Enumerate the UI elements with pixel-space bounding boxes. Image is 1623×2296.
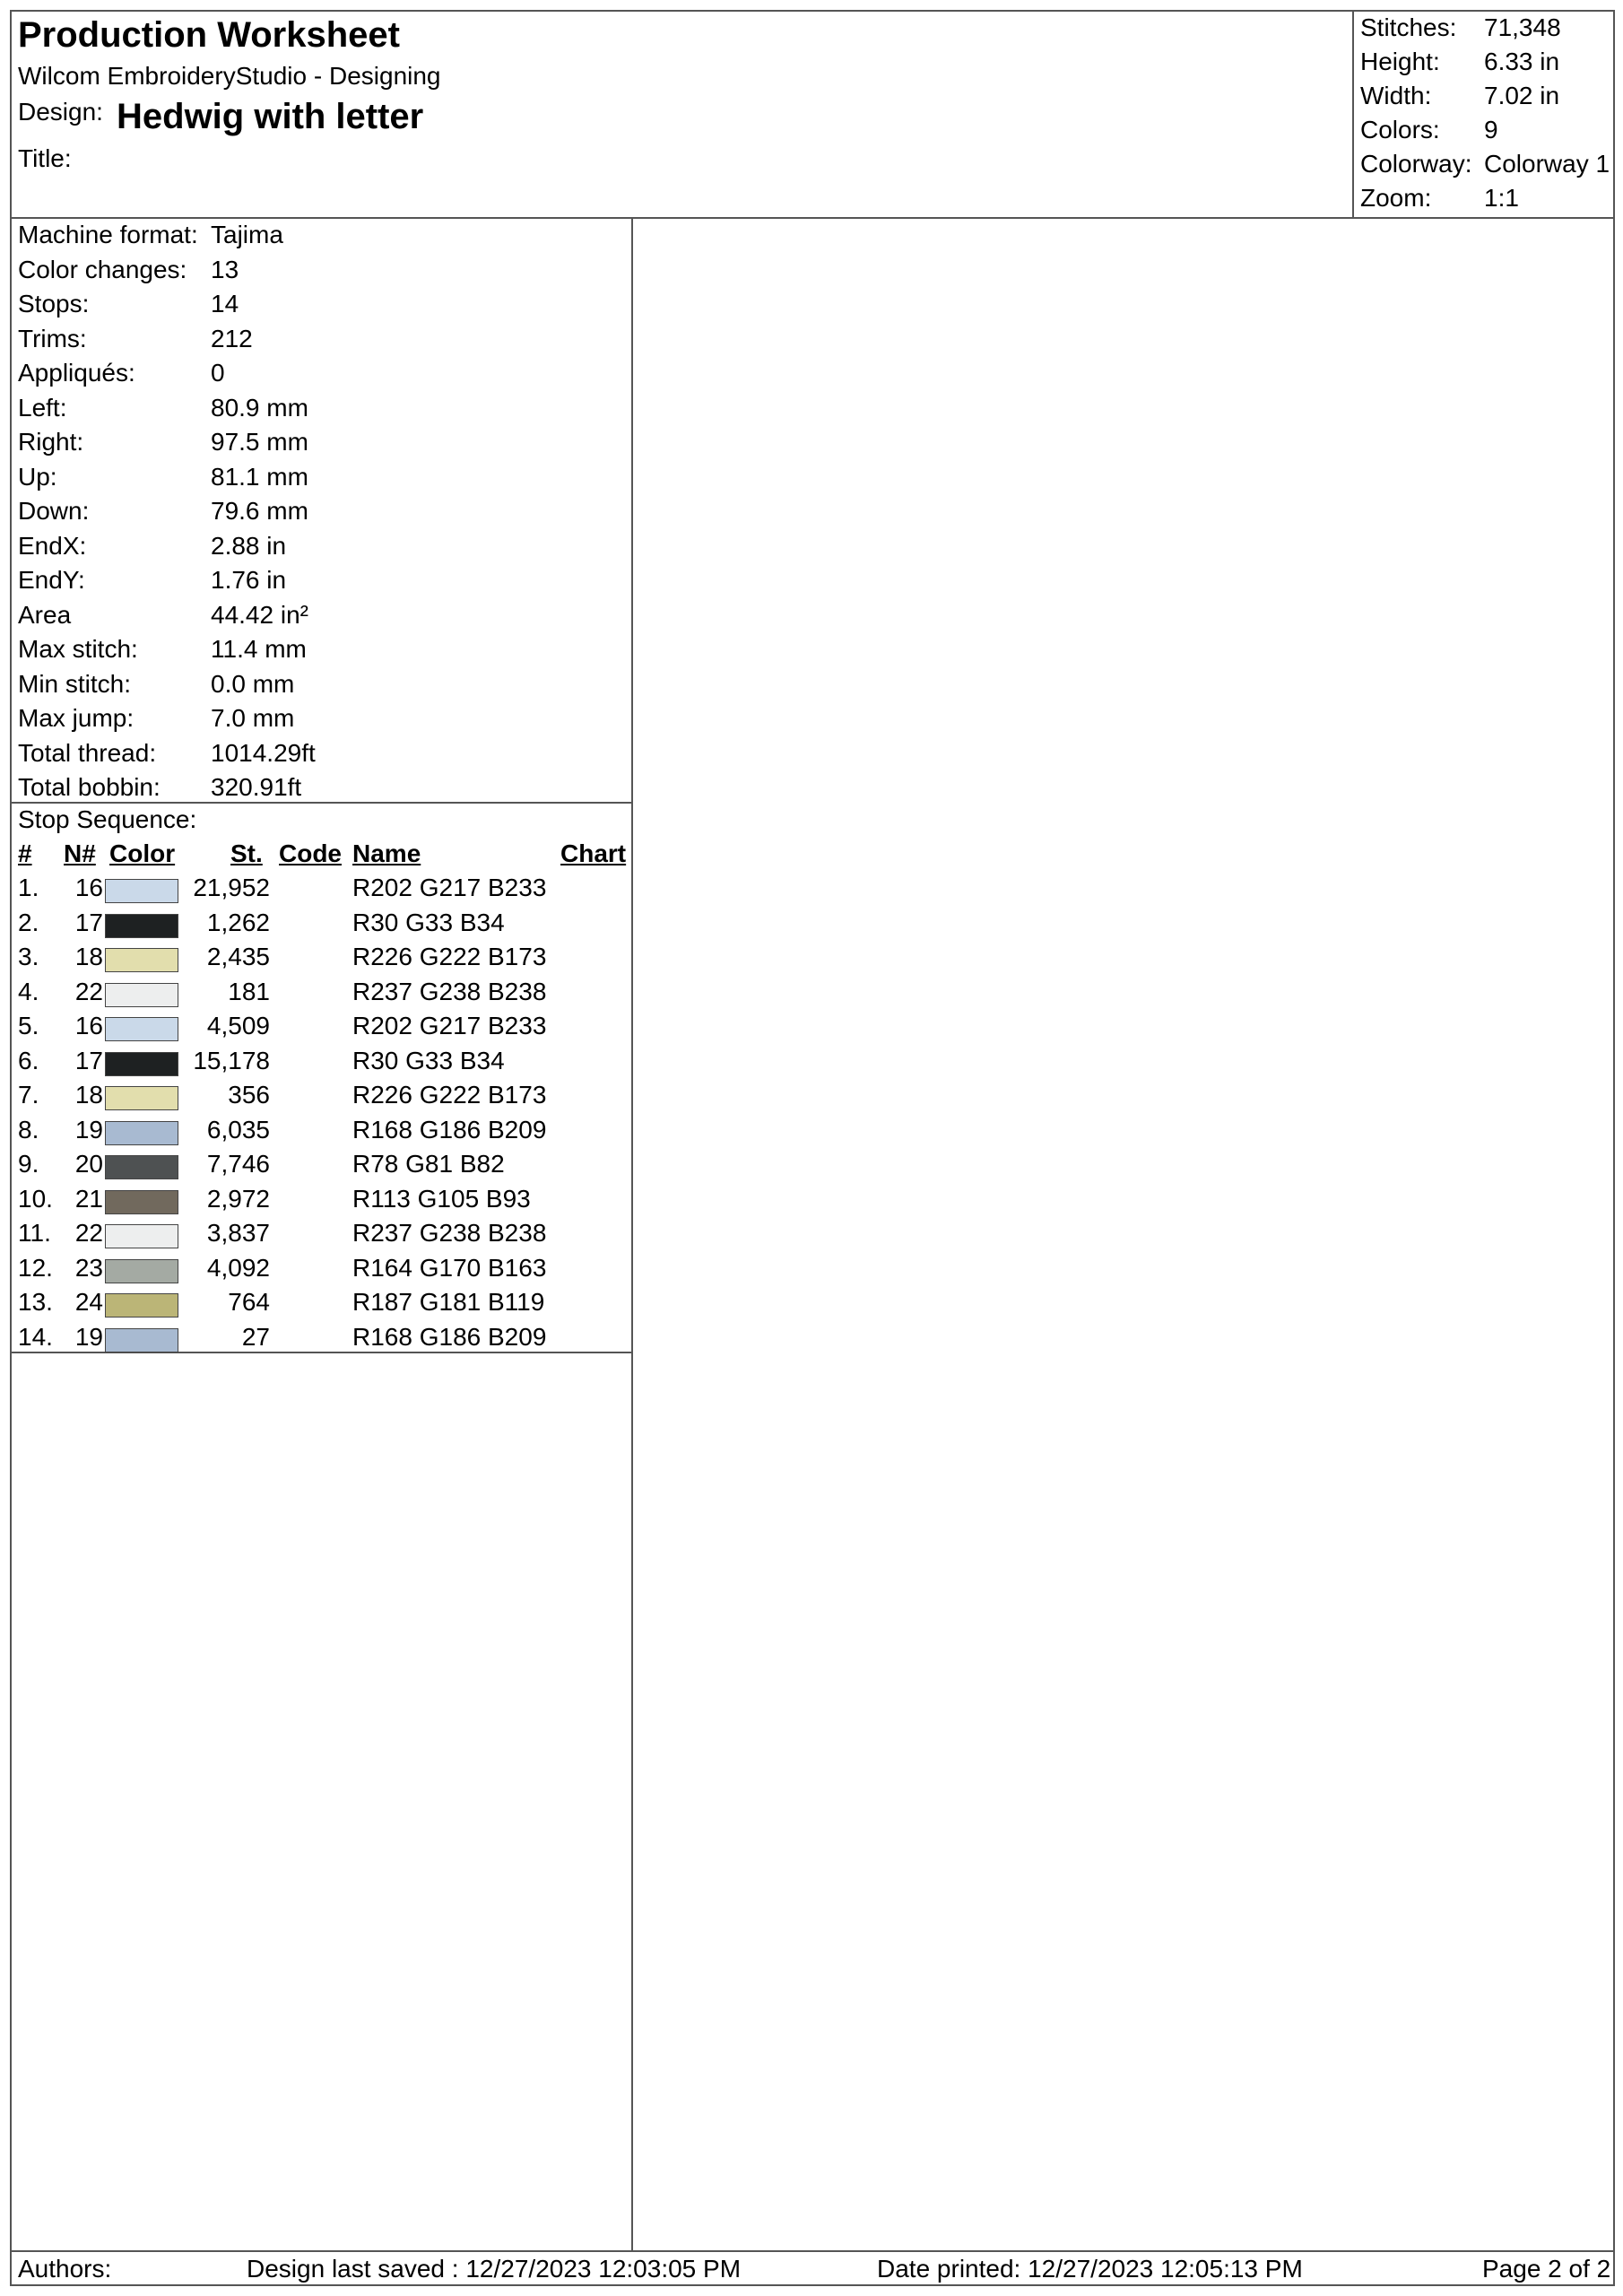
property-value: 0.0 mm — [211, 669, 295, 698]
color-name: R237 G238 B238 — [352, 1219, 547, 1247]
table-row — [12, 1081, 631, 1116]
summary-value: 7.02 in — [1484, 82, 1560, 109]
stitch-count: 7,746 — [206, 1150, 270, 1178]
stop-number: 5. — [18, 1012, 39, 1039]
property-value: 44.42 in² — [211, 600, 308, 629]
stitch-count: 2,435 — [206, 943, 270, 970]
needle-number: 22 — [74, 977, 103, 1005]
summary-label: Stitches: — [1360, 13, 1457, 41]
table-row — [12, 1047, 631, 1082]
color-name: R187 G181 B119 — [352, 1288, 545, 1316]
stitch-count: 356 — [228, 1081, 270, 1109]
color-swatch — [105, 1121, 178, 1145]
production-worksheet — [10, 10, 1615, 2286]
header-name: Name — [352, 839, 421, 867]
stop-number: 9. — [18, 1150, 39, 1178]
color-name: R78 G81 B82 — [352, 1150, 505, 1178]
property-label: Total thread: — [18, 738, 157, 767]
property-value: 81.1 mm — [211, 462, 308, 491]
property-value: Tajima — [211, 221, 283, 248]
header-stitches: St. — [230, 839, 263, 867]
property-value: 1.76 in — [211, 566, 287, 594]
color-name: R226 G222 B173 — [352, 1081, 547, 1109]
color-swatch — [105, 879, 178, 903]
needle-number: 18 — [74, 1081, 103, 1109]
date-printed: Date printed: 12/27/2023 12:05:13 PM — [877, 2255, 1303, 2283]
property-label: EndX: — [18, 531, 87, 560]
property-label: Left: — [18, 393, 67, 422]
summary-value: Colorway 1 — [1484, 150, 1610, 178]
stop-number: 13. — [18, 1288, 53, 1316]
property-label: Appliqués: — [18, 359, 135, 387]
summary-label: Colorway: — [1360, 150, 1472, 178]
property-value: 2.88 in — [211, 531, 287, 560]
property-value: 212 — [211, 324, 253, 352]
needle-number: 23 — [74, 1253, 103, 1282]
property-value: 97.5 mm — [211, 428, 308, 456]
color-swatch — [105, 1293, 178, 1318]
summary-label: Zoom: — [1360, 184, 1432, 212]
property-label: Total bobbin: — [18, 773, 161, 801]
color-name: R202 G217 B233 — [352, 874, 547, 901]
stop-sequence-table — [12, 804, 631, 1353]
header-number: # — [18, 839, 32, 867]
stitch-count: 4,509 — [206, 1012, 270, 1039]
stitch-count: 15,178 — [193, 1046, 270, 1074]
color-name: R113 G105 B93 — [352, 1184, 531, 1213]
summary-value: 9 — [1484, 116, 1498, 144]
needle-number: 21 — [74, 1184, 103, 1213]
stop-sequence-title: Stop Sequence: — [18, 805, 197, 833]
table-row — [12, 1116, 631, 1151]
property-label: Max jump: — [18, 704, 135, 732]
property-value: 1014.29ft — [211, 738, 316, 767]
needle-number: 16 — [74, 1012, 103, 1039]
property-value: 13 — [211, 255, 239, 283]
color-swatch — [105, 1224, 178, 1248]
needle-number: 22 — [74, 1219, 103, 1247]
table-row — [12, 1219, 631, 1254]
needle-number: 20 — [74, 1150, 103, 1178]
needle-number: 17 — [74, 908, 103, 936]
color-name: R164 G170 B163 — [352, 1253, 547, 1282]
worksheet-footer — [12, 2250, 1613, 2284]
color-swatch — [105, 1328, 178, 1352]
details-column — [12, 219, 633, 2250]
worksheet-header — [12, 12, 1613, 219]
header-chart: Chart — [560, 839, 627, 867]
stitch-count: 764 — [228, 1288, 270, 1316]
color-swatch — [105, 914, 178, 938]
stop-number: 14. — [18, 1322, 53, 1351]
needle-number: 24 — [74, 1288, 103, 1316]
stitch-count: 27 — [241, 1322, 270, 1351]
table-row — [12, 1254, 631, 1289]
property-label: Right: — [18, 428, 84, 456]
stop-number: 7. — [18, 1081, 39, 1109]
summary-value: 1:1 — [1484, 184, 1519, 212]
needle-number: 19 — [74, 1115, 103, 1144]
header-info — [18, 12, 1345, 217]
design-label: Design: — [18, 98, 103, 126]
color-name: R168 G186 B209 — [352, 1322, 547, 1351]
page-title: Production Worksheet — [18, 15, 400, 55]
summary-box — [1352, 12, 1613, 217]
table-row — [12, 978, 631, 1013]
table-row — [12, 1012, 631, 1047]
property-value: 11.4 mm — [211, 635, 307, 663]
title-label: Title: — [18, 144, 72, 172]
software-name: Wilcom EmbroideryStudio - Designing — [18, 62, 441, 90]
stitch-count: 2,972 — [206, 1184, 270, 1213]
summary-label: Width: — [1360, 82, 1432, 109]
property-label: Color changes: — [18, 255, 187, 283]
stop-number: 6. — [18, 1046, 39, 1074]
color-name: R237 G238 B238 — [352, 977, 547, 1005]
header-needle: N# — [64, 839, 96, 867]
property-value: 14 — [211, 290, 239, 317]
table-row — [12, 1323, 631, 1358]
color-name: R202 G217 B233 — [352, 1012, 547, 1039]
property-label: Down: — [18, 497, 90, 525]
needle-number: 18 — [74, 943, 103, 970]
color-swatch — [105, 948, 178, 972]
stop-number: 11. — [18, 1219, 51, 1247]
property-value: 7.0 mm — [211, 704, 295, 732]
property-value: 79.6 mm — [211, 497, 308, 525]
page-number: Page 2 of 2 — [1482, 2255, 1611, 2283]
property-label: Min stitch: — [18, 669, 132, 698]
color-swatch — [105, 1155, 178, 1179]
color-swatch — [105, 1190, 178, 1214]
property-value: 80.9 mm — [211, 393, 308, 422]
design-properties — [12, 219, 631, 804]
table-row — [12, 1150, 631, 1185]
property-label: Machine format: — [18, 221, 198, 248]
color-swatch — [105, 1259, 178, 1283]
color-name: R30 G33 B34 — [352, 1046, 505, 1074]
color-swatch — [105, 1052, 178, 1076]
stitch-count: 181 — [228, 977, 270, 1005]
summary-label: Height: — [1360, 48, 1440, 75]
stop-number: 2. — [18, 908, 39, 936]
stitch-count: 21,952 — [193, 874, 270, 901]
table-row — [12, 1185, 631, 1220]
stitch-count: 1,262 — [206, 908, 270, 936]
authors-label: Authors: — [18, 2255, 112, 2283]
property-label: Stops: — [18, 290, 90, 317]
needle-number: 16 — [74, 874, 103, 901]
summary-value: 71,348 — [1484, 13, 1561, 41]
table-row — [12, 874, 631, 909]
color-name: R168 G186 B209 — [352, 1115, 547, 1144]
property-label: Up: — [18, 462, 57, 491]
stop-number: 3. — [18, 943, 39, 970]
header-code: Code — [279, 839, 342, 867]
stitch-count: 4,092 — [206, 1253, 270, 1282]
stop-number: 8. — [18, 1115, 39, 1144]
property-value: 320.91ft — [211, 773, 302, 801]
stop-number: 4. — [18, 977, 39, 1005]
color-name: R30 G33 B34 — [352, 908, 505, 936]
stop-number: 12. — [18, 1253, 53, 1282]
stop-number: 10. — [18, 1184, 53, 1213]
summary-value: 6.33 in — [1484, 48, 1560, 75]
property-label: Trims: — [18, 324, 87, 352]
table-row — [12, 1288, 631, 1323]
property-label: Max stitch: — [18, 635, 138, 663]
stitch-count: 3,837 — [206, 1219, 270, 1247]
table-row — [12, 909, 631, 944]
header-color: Color — [109, 839, 176, 867]
property-value: 0 — [211, 359, 225, 387]
stop-number: 1. — [18, 874, 39, 901]
color-swatch — [105, 1017, 178, 1041]
needle-number: 17 — [74, 1046, 103, 1074]
property-label: Area — [18, 600, 72, 629]
color-name: R226 G222 B173 — [352, 943, 547, 970]
needle-number: 19 — [74, 1322, 103, 1351]
summary-label: Colors: — [1360, 116, 1440, 144]
stitch-count: 6,035 — [206, 1115, 270, 1144]
property-label: EndY: — [18, 566, 85, 594]
table-row — [12, 943, 631, 978]
color-swatch — [105, 1086, 178, 1110]
last-saved: Design last saved : 12/27/2023 12:03:05 PM — [247, 2255, 742, 2283]
design-name: Hedwig with letter — [117, 97, 424, 136]
color-swatch — [105, 983, 178, 1007]
